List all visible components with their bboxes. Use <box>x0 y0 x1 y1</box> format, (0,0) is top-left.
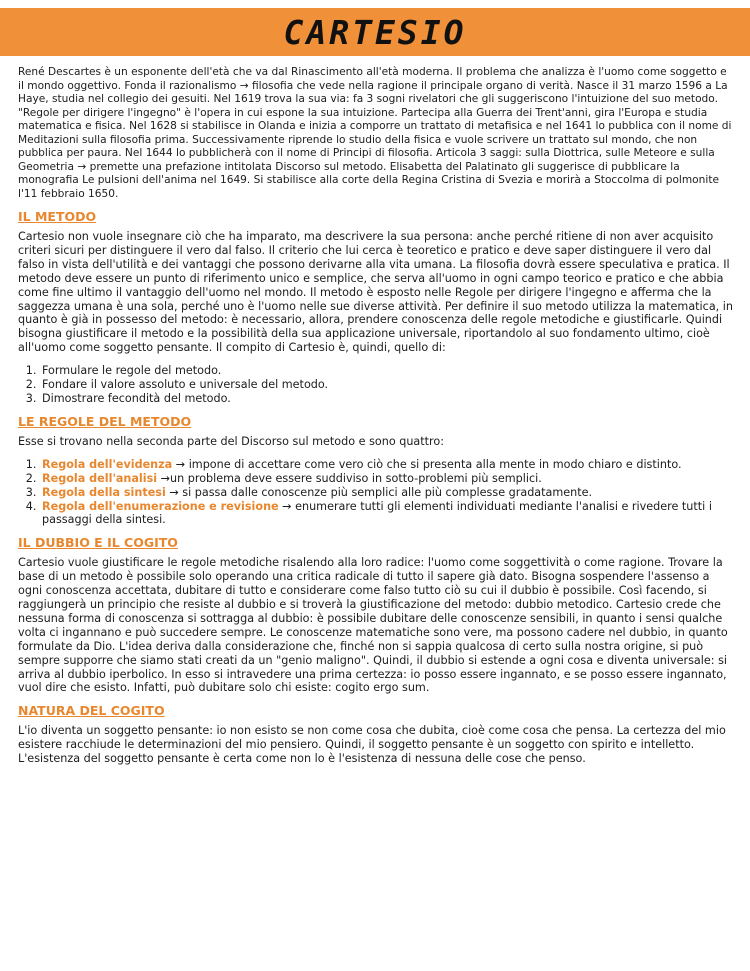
page-title: CARTESIO <box>283 13 467 52</box>
rule-text: → enumerare tutti gli elementi individuati mediante l'analisi e rivedere tutti i passaggi della sintesi. <box>42 499 712 527</box>
list-item <box>40 458 734 472</box>
list-item <box>40 472 734 486</box>
rule-text: → impone di accettare come vero ciò che si presenta alla mente in modo chiaro e distinto. <box>172 457 682 471</box>
section-heading-dubbio: IL DUBBIO E IL COGITO <box>18 535 178 551</box>
intro-paragraph: René Descartes è un esponente dell'età che va dal Rinascimento all'età moderna. Il problema che analizza è l'uomo come soggetto e il mondo oggettivo. Fonda il razionalismo → filosofia che vede nella ragione il principale organo di verità. Nasce il 31 marzo 1596 a La Haye, studia nel collegio dei gesuiti. Nel 1619 trova la sua via: fa 3 sogni rivelatori che gli suggeriscono l'intuizione del suo metodo. "Regole per dirigere l'ingegno" è l'opera in cui espone la sua intuizione. Partecipa alla Guerra dei Trent'anni, gira l'Europa e studia matematica e fisica. Nel 1628 si stabilisce in Olanda e inizia a comporre un trattato di metafisica e nel 1641 lo pubblica con il nome di Meditazioni sulla filosofia prima. Successivamente riprende lo studio della fisica e vuole scrivere un trattato sul mondo, che non pubblica per paura. Nel 1644 lo pubblicherà con il nome di Principi di filosofia. Articola 3 saggi: sulla Diottrica, sulle Meteore e sulla Geometria → premette una prefazione intitolata Discorso sul metodo. Elisabetta del Palatinato gli suggerisce di pubblicare la monografia Le pulsioni dell'anima nel 1649. Si stabilisce alla corte della Regina Cristina di Svezia e morirà a Stoccolma di polmonite l'11 febbraio 1650. <box>18 66 732 200</box>
list-item <box>40 500 734 528</box>
document-body <box>18 66 734 766</box>
rule-title: Regola dell'evidenza <box>42 457 173 471</box>
dubbio-paragraph: Cartesio vuole giustificare le regole metodiche risalendo alla loro radice: l'uomo come soggettività o come ragione. Trovare la base di un metodo è possibile solo operando una critica radicale di tutto il sapere già dato. Bisogna sospendere l'assenso a ogni conoscenza accettata, dubitare di tutto e considerare come falso tutto ciò su cui il dubbio è possibile. Così facendo, si raggiungerà un principio che resiste al dubbio e si troverà la giustificazione del metodo: dubbio metodico. Cartesio crede che nessuna forma di conoscenza si sottragga al dubbio: è possibile dubitare delle conoscenze sensibili, in quanto i sensi qualche volta ci ingannano e può succedere sempre. Le conoscenze matematiche sono vere, ma possono cadere nel dubbio, in quanto formulate da Dio. L'idea deriva dalla considerazione che, finché non si sappia qualcosa di certo sulla nostra origine, si può sempre supporre che siamo stati creati da un "genio maligno". Quindi, il dubbio si estende a ogni cosa e diventa universale: si arriva al dubbio iperbolico. In esso si intravedere una prima certezza: io posso essere ingannato, e se posso essere ingannato, vuol dire che esisto. Infatti, può dubitare solo chi esiste: cogito ergo sum. <box>18 556 728 695</box>
metodo-task-list <box>18 364 734 406</box>
list-item: 2. Fondare il valore assoluto e universale del metodo. <box>40 378 734 392</box>
rule-title: Regola dell'analisi <box>42 471 158 485</box>
list-item: 3. Dimostrare fecondità del metodo. <box>40 392 734 406</box>
rule-title: Regola della sintesi <box>42 485 166 499</box>
list-item: 1. Formulare le regole del metodo. <box>40 364 734 378</box>
section-heading-metodo: IL METODO <box>18 209 97 224</box>
section-heading-natura: NATURA DEL COGITO <box>18 703 165 719</box>
list-item <box>40 486 734 500</box>
regole-paragraph: Esse si trovano nella seconda parte del Discorso sul metodo e sono quattro: <box>18 434 445 448</box>
rule-text: →un problema deve essere suddiviso in sotto-problemi più semplici. <box>157 471 542 485</box>
section-heading-regole: LE REGOLE DEL METODO <box>18 413 192 429</box>
natura-paragraph: L'io diventa un soggetto pensante: io non esisto se non come cosa che dubita, cioè come cosa che pensa. La certezza del mio esistere racchiude le determinazioni del mio pensiero. Quindi, il soggetto pensante è un soggetto con spirito e intelletto. L'esistenza del soggetto pensante è certa come non lo è l'esistenza di nessuna delle cose che penso. <box>18 724 726 766</box>
metodo-paragraph: Cartesio non vuole insegnare ciò che ha imparato, ma descrivere la sua persona: anche perché ritiene di non aver acquisito criteri sicuri per distinguere il vero dal falso. Il criterio che lui cerca è teoretico e pratico e deve saper distinguere il vero dal falso in vista dell'utilità e dei vantaggi che possono derivarne alla vita umana. La filosofia dovrà essere speculativa e pratica. Il metodo deve essere un punto di riferimento unico e semplice, che serva all'uomo in ogni campo teorico e pratico e che abbia come fine ultimo il vantaggio dell'uomo nel mondo. Il metodo è esposto nelle Regole per dirigere l'ingegno e afferma che la saggezza umana è una sola, perché uno è l'uomo nelle sue diverse attività. Per definire il suo metodo utilizza la matematica, in quanto è già in possesso del metodo: è necessario, allora, prendere conoscenza delle regole metodiche e giustificarle. Quindi bisogna giustificare il metodo e la possibilità della sua applicazione universale, riportandolo al suo fondamento ultimo, cioè all'uomo come soggetto pensante. Il compito di Cartesio è, quindi, quello di: <box>18 230 733 355</box>
rule-title: Regola dell'enumerazione e revisione <box>42 499 279 513</box>
rule-text: → si passa dalle conoscenze più semplici alle più complesse gradatamente. <box>165 485 593 499</box>
rules-list <box>18 458 734 528</box>
